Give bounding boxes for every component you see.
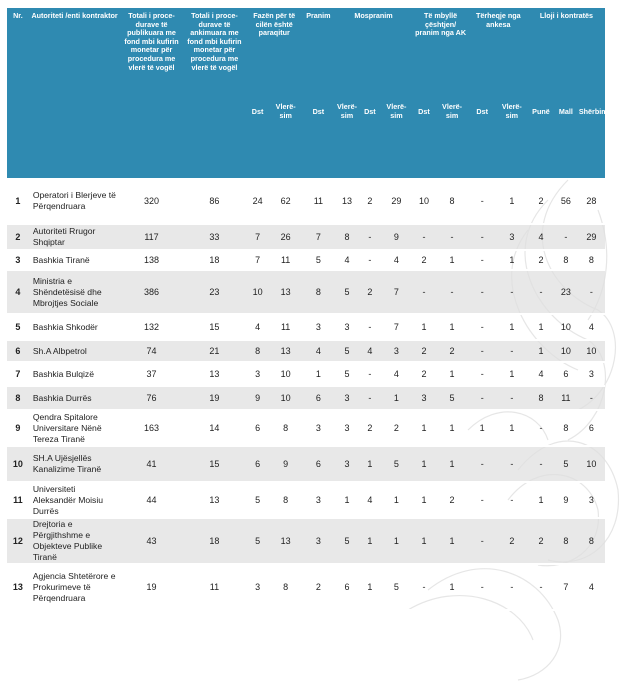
cell-pune: 1 — [528, 482, 554, 518]
cell-phase-vl: 8 — [269, 482, 302, 518]
cell-mosp-dst: - — [359, 314, 380, 340]
cell-total: 138 — [120, 250, 182, 270]
cell-pranim-dst: 6 — [302, 446, 334, 482]
cell-mall: - — [554, 224, 578, 250]
cell-closed-dst: 2 — [413, 362, 436, 386]
cell-closed-vl: - — [435, 224, 468, 250]
cell-pranim-dst: 2 — [302, 564, 334, 610]
cell-closed-dst: 1 — [413, 446, 436, 482]
closed-vleresim-header: Vlerë-sim — [435, 46, 468, 178]
mospranim-vleresim-header: Vlerë-sim — [335, 46, 360, 178]
mospranim-vleresim2-header: Vlerë-sim — [380, 46, 412, 178]
contract-group-header: Lloji i kontratës — [528, 8, 605, 46]
table-row — [7, 178, 605, 224]
table-row — [7, 250, 605, 270]
cell-mosp-dst: - — [359, 224, 380, 250]
cell-pune: 8 — [528, 386, 554, 410]
cell-pranim-dst: 6 — [302, 386, 334, 410]
cell-sherbim: 10 — [578, 446, 605, 482]
cell-mall: 10 — [554, 340, 578, 362]
cell-ter-vl: 1 — [496, 178, 528, 224]
cell-mosp-vl: 13 — [335, 178, 360, 224]
cell-closed-vl: 2 — [435, 482, 468, 518]
cell-name: Drejtoria e Përgjithshme e Objekteve Publike Tiranë — [29, 518, 121, 564]
cell-nr: 10 — [7, 446, 29, 482]
cell-name: Operatori i Blerjeve të Përqendruara — [29, 178, 121, 224]
mospranim-group-header: Mospranim — [335, 8, 413, 46]
cell-phase-vl: 26 — [269, 224, 302, 250]
closed-group-header: Të mbyllë çështjen/ pranim nga AK — [413, 8, 469, 46]
cell-phase-dst: 24 — [246, 178, 269, 224]
cell-closed-dst: 10 — [413, 178, 436, 224]
cell-cancelled: 18 — [183, 250, 246, 270]
cell-mosp-dst: 2 — [359, 410, 380, 446]
col-authority-header: Autoriteti /enti kontraktor — [29, 8, 121, 178]
cell-mosp-vl: 3 — [335, 410, 360, 446]
cell-cancelled: 15 — [183, 314, 246, 340]
cell-mosp-vl2: 3 — [380, 340, 412, 362]
cell-name: Autoriteti Rrugor Shqiptar — [29, 224, 121, 250]
cell-ter-vl: - — [496, 564, 528, 610]
cell-pune: 1 — [528, 314, 554, 340]
cell-ter-dst: - — [469, 250, 496, 270]
cell-nr: 13 — [7, 564, 29, 610]
cell-phase-vl: 62 — [269, 178, 302, 224]
cell-closed-dst: 1 — [413, 314, 436, 340]
cell-phase-dst: 6 — [246, 446, 269, 482]
table-row — [7, 224, 605, 250]
cell-pune: 4 — [528, 362, 554, 386]
cell-closed-vl: 2 — [435, 340, 468, 362]
table-row — [7, 362, 605, 386]
cell-cancelled: 15 — [183, 446, 246, 482]
cell-closed-vl: 1 — [435, 564, 468, 610]
cell-mosp-dst: - — [359, 386, 380, 410]
cell-pune: 2 — [528, 518, 554, 564]
cell-closed-vl: 5 — [435, 386, 468, 410]
cell-mall: 6 — [554, 362, 578, 386]
cell-mall: 23 — [554, 270, 578, 314]
cell-closed-vl: 1 — [435, 314, 468, 340]
cell-closed-vl: 8 — [435, 178, 468, 224]
cell-pune: - — [528, 446, 554, 482]
cell-mosp-vl: 3 — [335, 446, 360, 482]
mall-header: Mall — [554, 46, 578, 178]
cell-mosp-vl2: 9 — [380, 224, 412, 250]
cell-phase-dst: 8 — [246, 340, 269, 362]
pranim-dst-header: Dst — [302, 46, 334, 178]
cell-sherbim: - — [578, 386, 605, 410]
cell-cancelled: 14 — [183, 410, 246, 446]
cell-ter-vl: 1 — [496, 410, 528, 446]
col-total-cancelled-header: Totali i proce-durave të ankimuara me fond mbi kufirin monetar për procedura me vlerë të vogël — [183, 8, 246, 178]
cell-sherbim: 8 — [578, 518, 605, 564]
cell-name: Universiteti Aleksandër Moisiu Durrës — [29, 482, 121, 518]
cell-ter-dst: - — [469, 482, 496, 518]
table-row — [7, 446, 605, 482]
cell-sherbim: 28 — [578, 178, 605, 224]
cell-closed-dst: 1 — [413, 410, 436, 446]
cell-total: 74 — [120, 340, 182, 362]
cell-closed-dst: - — [413, 564, 436, 610]
cell-phase-dst: 5 — [246, 482, 269, 518]
cell-total: 41 — [120, 446, 182, 482]
cell-nr: 12 — [7, 518, 29, 564]
cell-nr: 8 — [7, 386, 29, 410]
cell-ter-dst: - — [469, 270, 496, 314]
cell-phase-dst: 7 — [246, 250, 269, 270]
cell-mosp-dst: 1 — [359, 446, 380, 482]
cell-mall: 8 — [554, 410, 578, 446]
cell-sherbim: - — [578, 270, 605, 314]
cell-mosp-dst: - — [359, 362, 380, 386]
cell-mosp-vl: 8 — [335, 224, 360, 250]
cell-pranim-dst: 8 — [302, 270, 334, 314]
cell-ter-vl: - — [496, 386, 528, 410]
cell-sherbim: 4 — [578, 314, 605, 340]
cell-mosp-vl: 5 — [335, 340, 360, 362]
cell-pune: - — [528, 410, 554, 446]
cell-phase-dst: 6 — [246, 410, 269, 446]
cell-ter-vl: - — [496, 482, 528, 518]
cell-pune: - — [528, 270, 554, 314]
cell-total: 320 — [120, 178, 182, 224]
cell-mosp-vl2: 7 — [380, 270, 412, 314]
cell-phase-vl: 9 — [269, 446, 302, 482]
cell-mosp-dst: 2 — [359, 178, 380, 224]
cell-closed-dst: - — [413, 224, 436, 250]
cell-name: Bashkia Bulqizë — [29, 362, 121, 386]
cell-pranim-dst: 3 — [302, 482, 334, 518]
cell-mosp-dst: 4 — [359, 340, 380, 362]
contracting-authorities-table — [7, 8, 608, 611]
cell-ter-dst: - — [469, 340, 496, 362]
cell-cancelled: 21 — [183, 340, 246, 362]
cell-phase-dst: 3 — [246, 362, 269, 386]
cell-mosp-dst: 4 — [359, 482, 380, 518]
cell-nr: 6 — [7, 340, 29, 362]
cell-closed-dst: 1 — [413, 482, 436, 518]
cell-mosp-dst: 1 — [359, 518, 380, 564]
cell-total: 76 — [120, 386, 182, 410]
cell-pranim-dst: 5 — [302, 250, 334, 270]
table-body — [7, 178, 605, 610]
cell-phase-vl: 13 — [269, 270, 302, 314]
cell-name: Sh.A Albpetrol — [29, 340, 121, 362]
table-row — [7, 564, 605, 610]
cell-mosp-vl2: 29 — [380, 178, 412, 224]
cell-pranim-dst: 4 — [302, 340, 334, 362]
cell-ter-vl: - — [496, 340, 528, 362]
cell-pranim-dst: 3 — [302, 314, 334, 340]
cell-pune: - — [528, 564, 554, 610]
cell-nr: 9 — [7, 410, 29, 446]
cell-mosp-vl2: 4 — [380, 250, 412, 270]
cell-phase-vl: 13 — [269, 340, 302, 362]
cell-cancelled: 13 — [183, 362, 246, 386]
cell-closed-vl: 1 — [435, 410, 468, 446]
header-row-top — [7, 8, 605, 46]
table-row — [7, 386, 605, 410]
cell-sherbim: 3 — [578, 482, 605, 518]
cell-total: 117 — [120, 224, 182, 250]
cell-mosp-vl: 6 — [335, 564, 360, 610]
cell-sherbim: 10 — [578, 340, 605, 362]
cell-nr: 7 — [7, 362, 29, 386]
cell-name: Bashkia Shkodër — [29, 314, 121, 340]
cell-mosp-vl2: 5 — [380, 564, 412, 610]
phase-vleresim-header: Vlerë-sim — [269, 46, 302, 178]
cell-phase-vl: 8 — [269, 410, 302, 446]
cell-mosp-vl2: 1 — [380, 518, 412, 564]
cell-sherbim: 3 — [578, 362, 605, 386]
closed-dst-header: Dst — [413, 46, 436, 178]
col-nr-header: Nr. — [7, 8, 29, 178]
cell-pranim-dst: 3 — [302, 518, 334, 564]
cell-mall: 7 — [554, 564, 578, 610]
cell-mosp-vl: 1 — [335, 482, 360, 518]
cell-pranim-dst: 1 — [302, 362, 334, 386]
cell-mosp-vl2: 5 — [380, 446, 412, 482]
cell-mosp-vl2: 2 — [380, 410, 412, 446]
col-total-published-header: Totali i proce-durave të publikuara me fond mbi kufirin monetar për procedura me vlerë të vogël — [120, 8, 182, 178]
cell-total: 44 — [120, 482, 182, 518]
cell-mall: 8 — [554, 518, 578, 564]
cell-name: Agjencia Shtetërore e Prokurimeve të Përqendruara — [29, 564, 121, 610]
cell-pune: 4 — [528, 224, 554, 250]
cell-name: Bashkia Durrës — [29, 386, 121, 410]
cell-nr: 3 — [7, 250, 29, 270]
cell-pune: 2 — [528, 250, 554, 270]
cell-mosp-vl2: 1 — [380, 482, 412, 518]
cell-closed-vl: 1 — [435, 518, 468, 564]
cell-sherbim: 29 — [578, 224, 605, 250]
cell-name: Ministria e Shëndetësisë dhe Mbrojtjes Sociale — [29, 270, 121, 314]
cell-phase-dst: 10 — [246, 270, 269, 314]
cell-name: Qendra Spitalore Universitare Nënë Tereza Tiranë — [29, 410, 121, 446]
cell-nr: 2 — [7, 224, 29, 250]
pune-header: Punë — [528, 46, 554, 178]
cell-mall: 10 — [554, 314, 578, 340]
cell-nr: 11 — [7, 482, 29, 518]
mospranim-dst-header: Dst — [359, 46, 380, 178]
cell-phase-vl: 8 — [269, 564, 302, 610]
cell-mosp-vl2: 4 — [380, 362, 412, 386]
phase-group-header: Fazën për të cilën është paraqitur — [246, 8, 302, 46]
cell-pranim-dst: 7 — [302, 224, 334, 250]
cell-closed-vl: 1 — [435, 362, 468, 386]
cell-phase-dst: 4 — [246, 314, 269, 340]
table-row — [7, 482, 605, 518]
cell-mosp-vl: 4 — [335, 250, 360, 270]
cell-name: Bashkia Tiranë — [29, 250, 121, 270]
cell-mosp-dst: - — [359, 250, 380, 270]
cell-name: SH.A Ujësjellës Kanalizime Tiranë — [29, 446, 121, 482]
cell-phase-vl: 10 — [269, 362, 302, 386]
cell-cancelled: 11 — [183, 564, 246, 610]
cell-ter-dst: - — [469, 446, 496, 482]
cell-phase-vl: 13 — [269, 518, 302, 564]
cell-ter-dst: - — [469, 314, 496, 340]
cell-ter-dst: - — [469, 564, 496, 610]
cell-cancelled: 23 — [183, 270, 246, 314]
cell-total: 43 — [120, 518, 182, 564]
phase-dst-header: Dst — [246, 46, 269, 178]
cell-mall: 5 — [554, 446, 578, 482]
cell-mosp-dst: 1 — [359, 564, 380, 610]
table-row — [7, 410, 605, 446]
cell-pranim-dst: 11 — [302, 178, 334, 224]
cell-phase-dst: 5 — [246, 518, 269, 564]
cell-phase-vl: 10 — [269, 386, 302, 410]
withdraw-dst-header: Dst — [469, 46, 496, 178]
cell-mosp-vl: 3 — [335, 386, 360, 410]
cell-closed-dst: - — [413, 270, 436, 314]
table-row — [7, 270, 605, 314]
cell-cancelled: 18 — [183, 518, 246, 564]
withdraw-vleresim-header: Vlerë-sim — [496, 46, 528, 178]
cell-nr: 1 — [7, 178, 29, 224]
cell-closed-dst: 1 — [413, 518, 436, 564]
cell-closed-vl: - — [435, 270, 468, 314]
cell-mosp-vl2: 7 — [380, 314, 412, 340]
cell-sherbim: 6 — [578, 410, 605, 446]
cell-mall: 11 — [554, 386, 578, 410]
cell-phase-vl: 11 — [269, 250, 302, 270]
cell-mosp-vl2: 1 — [380, 386, 412, 410]
cell-ter-dst: - — [469, 518, 496, 564]
cell-total: 132 — [120, 314, 182, 340]
cell-phase-dst: 3 — [246, 564, 269, 610]
cell-phase-dst: 9 — [246, 386, 269, 410]
cell-closed-dst: 3 — [413, 386, 436, 410]
cell-sherbim: 4 — [578, 564, 605, 610]
cell-mosp-vl: 3 — [335, 314, 360, 340]
cell-cancelled: 86 — [183, 178, 246, 224]
table-row — [7, 340, 605, 362]
cell-closed-vl: 1 — [435, 250, 468, 270]
cell-closed-vl: 1 — [435, 446, 468, 482]
cell-nr: 5 — [7, 314, 29, 340]
cell-ter-vl: - — [496, 446, 528, 482]
cell-ter-dst: - — [469, 178, 496, 224]
cell-pune: 2 — [528, 178, 554, 224]
cell-total: 19 — [120, 564, 182, 610]
table-row — [7, 314, 605, 340]
cell-total: 386 — [120, 270, 182, 314]
cell-ter-dst: 1 — [469, 410, 496, 446]
cell-cancelled: 19 — [183, 386, 246, 410]
cell-pune: 1 — [528, 340, 554, 362]
cell-ter-vl: 2 — [496, 518, 528, 564]
cell-phase-vl: 11 — [269, 314, 302, 340]
cell-cancelled: 33 — [183, 224, 246, 250]
cell-closed-dst: 2 — [413, 340, 436, 362]
pranim-group-header: Pranim — [302, 8, 334, 46]
cell-total: 163 — [120, 410, 182, 446]
cell-ter-vl: 1 — [496, 314, 528, 340]
cell-mall: 9 — [554, 482, 578, 518]
cell-mall: 56 — [554, 178, 578, 224]
cell-ter-vl: 3 — [496, 224, 528, 250]
cell-total: 37 — [120, 362, 182, 386]
cell-sherbim: 8 — [578, 250, 605, 270]
cell-mosp-vl: 5 — [335, 270, 360, 314]
cell-ter-dst: - — [469, 386, 496, 410]
cell-pranim-dst: 3 — [302, 410, 334, 446]
cell-mosp-vl: 5 — [335, 518, 360, 564]
cell-phase-dst: 7 — [246, 224, 269, 250]
cell-ter-dst: - — [469, 224, 496, 250]
withdraw-group-header: Tërheqje nga ankesa — [469, 8, 528, 46]
cell-closed-dst: 2 — [413, 250, 436, 270]
sherbim-header: Shërbim — [578, 46, 605, 178]
cell-ter-dst: - — [469, 362, 496, 386]
cell-ter-vl: - — [496, 270, 528, 314]
cell-mall: 8 — [554, 250, 578, 270]
cell-mosp-dst: 2 — [359, 270, 380, 314]
cell-nr: 4 — [7, 270, 29, 314]
table-row — [7, 518, 605, 564]
cell-ter-vl: 1 — [496, 362, 528, 386]
cell-mosp-vl: 5 — [335, 362, 360, 386]
cell-ter-vl: 1 — [496, 250, 528, 270]
cell-cancelled: 13 — [183, 482, 246, 518]
